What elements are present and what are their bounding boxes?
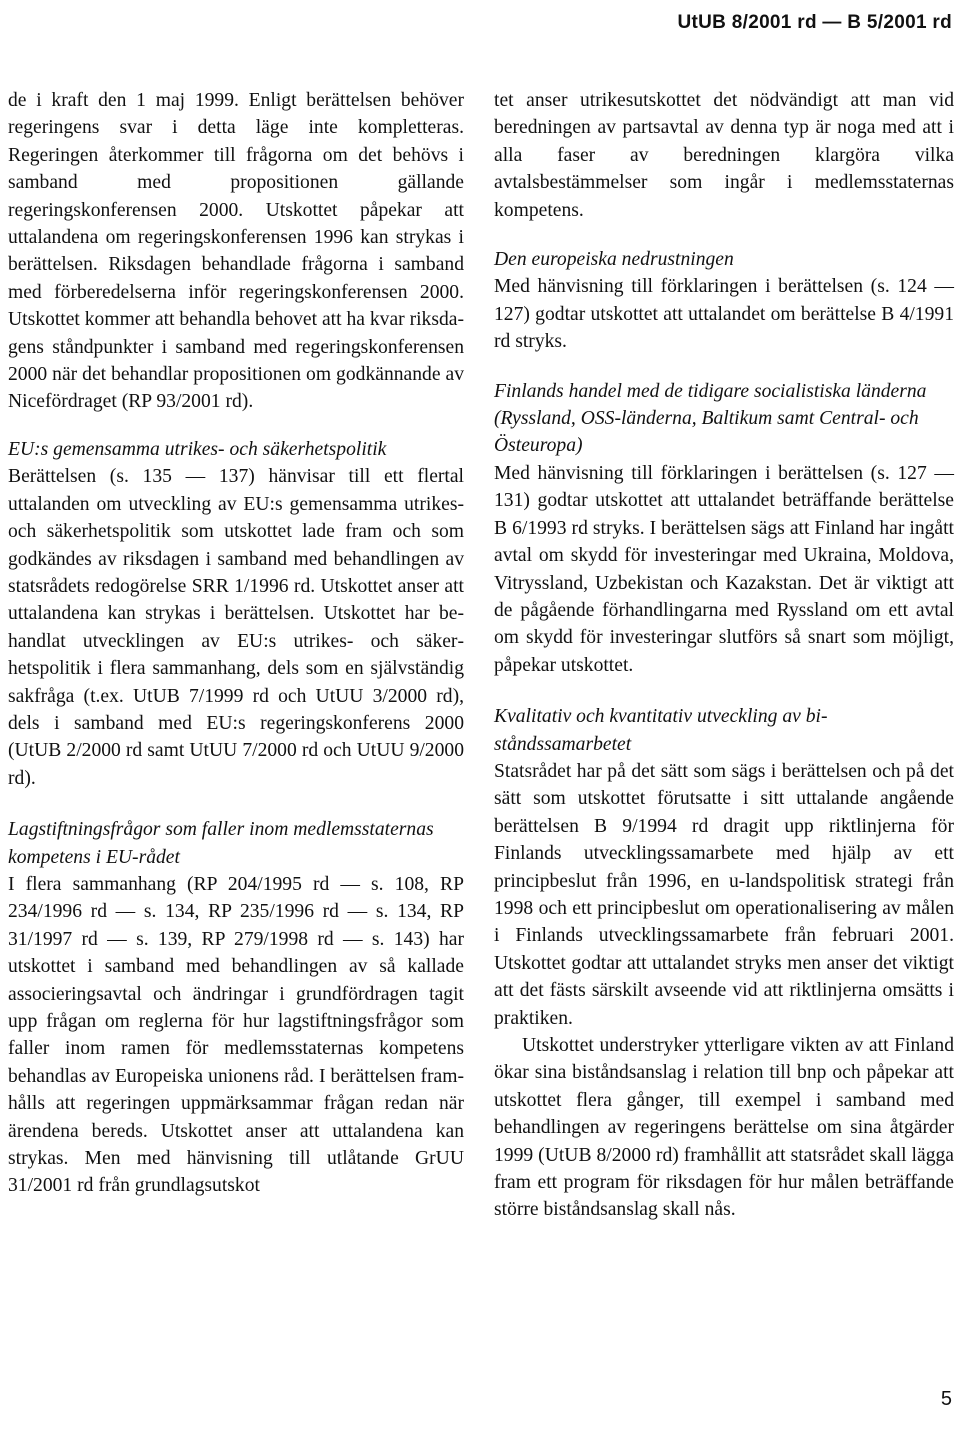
section-heading-nedrustning: Den europeiska nedrustningen	[494, 249, 734, 271]
right-paragraph-4: Statsrådet har på det sätt som sägs i berättelsen och på det sätt som utskottet förutsatte i sitt uttalande angående berättelsen B 9/1994 rd dragit upp riktlinjerna för Finlands utvecklingssamarbete med hjälp av ett principbeslut från 1996, en u-landspolitisk strategi från 1998 och ett principbeslut om operationalisering av målen i Finlands utvecklingssamarbete från februari 2001. Utskottet godtar att uttalandet stryks men anser det viktigt att det fästs särskilt avseende vid att riktlinjerna omsätts i praktiken.	[494, 760, 954, 1029]
running-header: UtUB 8/2001 rd — B 5/2001 rd	[677, 12, 952, 33]
right-paragraph-3: Med hänvisning till förklaringen i berättelsen (s. 127 — 131) godtar utskottet att uttalandet beträffande berättelse B 6/1993 rd stryks. I berättelsen sägs att Finland har ingått avtal om skydd för investeringar med Ukraina, Moldova, Vitryssland, Uzbekistan och Kazakstan. Det är viktigt att de pågående förhandlingarna med Ryssland om ett avtal om skydd för investeringar slutförs så snart som möjligt, påpekar utskottet.	[494, 462, 954, 676]
right-column	[494, 87, 954, 1224]
right-paragraph-2: Med hänvisning till förklaringen i berättelsen (s. 124 — 127) godtar utskottet att uttalandet om berättelse B 4/1991 rd stryks.	[494, 276, 954, 353]
left-paragraph-1: de i kraft den 1 maj 1999. Enligt berättelsen behöver regeringens svar i detta läge inte kompletteras. Regeringen återkommer till frågorna om det behövs i samband med propositionen gällande regeringskonferensen 2000. Utskottet påpekar att uttalandena om regeringskonferensen 1996 kan strykas i berättelsen. Riksdagen behandlade frågorna i samband med förberedelserna inför regeringskonferensen 2000. Utskottet kommer att behandla behovet att ha kvar riksdagens ståndpunkter i samband med regeringskonferensen 2000 när det behandlar propositionen om godkännande av Nicefördraget (RP 93/2001 rd).	[8, 90, 464, 413]
section-heading-bistandssamarbete: Kvalitativ och kvantitativ utveckling av biståndssamarbetet	[494, 706, 828, 755]
section-heading-lagstiftningsfragor: Lagstiftningsfrågor som faller inom medlemsstaternas kompetens i EU-rådet	[8, 819, 434, 868]
page-number: 5	[940, 1388, 952, 1410]
left-column	[8, 87, 464, 1200]
section-heading-finlands-handel: Finlands handel med de tidigare socialistiska länderna (Ryssland, OSS-länderna, Baltikum samt Central- och Östeuropa)	[494, 380, 927, 457]
section-heading-gusp: EU:s gemensamma utrikes- och säkerhetspolitik	[8, 438, 387, 460]
right-paragraph-1: tet anser utrikesutskottet det nödvändigt att man vid beredningen av partsavtal av denna typ är noga med att i alla faser av beredningen klargöra vilka avtalsbestämmelser som ingår i medlemsstaternas kompetens.	[494, 90, 954, 221]
right-paragraph-5: Utskottet understryker ytterligare vikten av att Finland ökar sina biståndsanslag i relation till bnp och påpekar att utskottet flera gånger, till exempel i samband med behandlingen av regeringens berättelse om sina åtgärder 1999 (UtUB 8/2000 rd) framhållit att statsrådet skall lägga fram ett program för riksdagen för hur målen beträffande större biståndsanslag skall nås.	[494, 1035, 954, 1221]
left-paragraph-3: I flera sammanhang (RP 204/1995 rd — s. 108, RP 234/1996 rd — s. 134, RP 235/1996 rd — s. 134, RP 31/1997 rd — s. 139, RP 279/1998 rd — s. 143) har utskottet i samband med behandlingen av så kallade associeringsavtal och ändringar i grundfördragen tagit upp frågan om reglerna för hur lagstiftningsfrågor som faller inom ramen för medlemsstaternas kompetens behandlas av Europeiska unionens råd. I berättelsen framhålls att regeringen uppmärksammar frågan redan när ärendena bereds. Utskottet anser att uttalandena kan strykas. Men med hänvisning till utlåtande GrUU 31/2001 rd från grundlagsutskot	[8, 873, 464, 1197]
left-paragraph-2: Berättelsen (s. 135 — 137) hänvisar till ett flertal uttalanden om utveckling av EU:s gemensamma utrikes- och säkerhetspolitik som utskottet lade fram och som godkändes av riksdagen i samband med behandlingen av statsrådets redogörelse SRR 1/1996 rd. Utskottet anser att uttalandena kan strykas i berättelsen. Utskottet har behandlat utvecklingen av EU:s utrikes- och säkerhetspolitik i flera sammanhang, dels som en självständig sakfråga (t.ex. UtUB 7/1999 rd och UtUU 3/2000 rd), dels i samband med EU:s regeringskonferens 2000 (UtUB 2/2000 rd samt UtUU 7/2000 rd och UtUU 9/2000 rd).	[8, 466, 464, 789]
